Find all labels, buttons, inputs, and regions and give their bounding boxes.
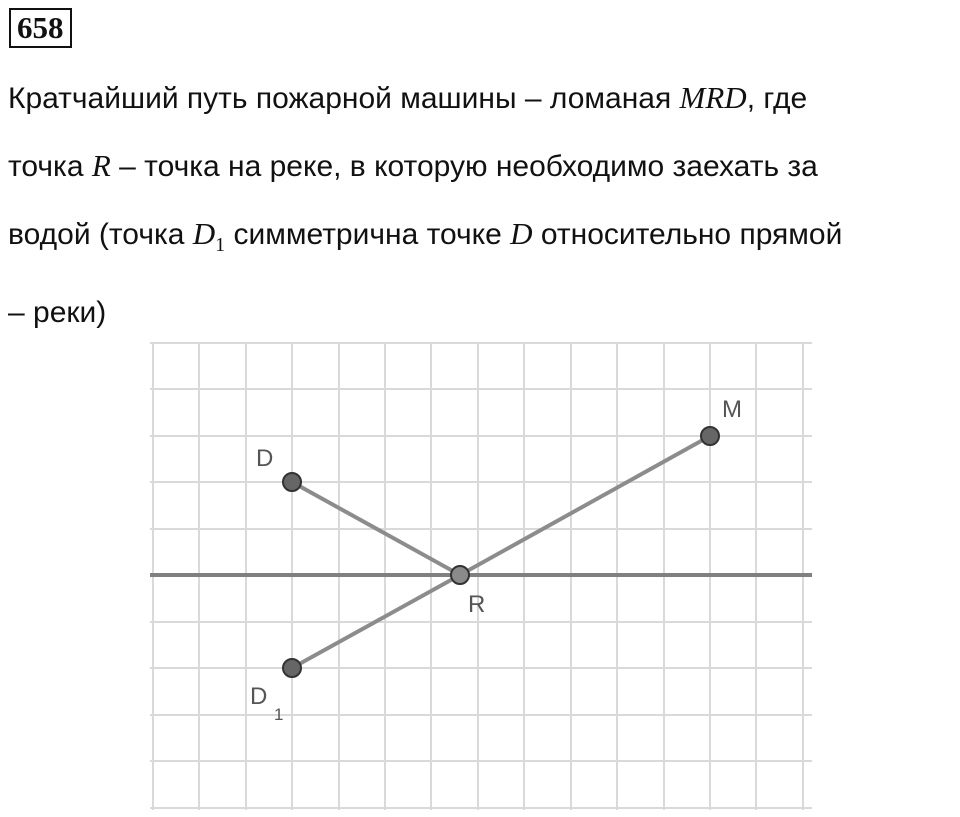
text-fragment: точка: [8, 150, 92, 183]
point-r: [451, 566, 469, 584]
math-r: R: [91, 148, 111, 183]
label-d1: D: [250, 683, 268, 710]
point-m: [701, 427, 719, 445]
text-fragment: , где: [746, 82, 808, 115]
text-fragment: – реки): [8, 296, 107, 330]
point-d: [283, 473, 301, 491]
label-d1-subscript: 1: [274, 705, 284, 724]
text-fragment: относительно прямой: [532, 218, 843, 251]
math-mrd: MRD: [679, 80, 747, 115]
text-fragment: водой (точка: [8, 218, 193, 251]
math-d1-letter: D: [192, 216, 216, 251]
math-d: D: [510, 216, 533, 251]
label-r: R: [468, 591, 486, 618]
label-d: D: [256, 445, 274, 472]
text-fragment: Кратчайший путь пожарной машины – ломаная: [8, 82, 680, 115]
label-m: M: [722, 396, 742, 423]
text-fragment: – точка на реке, в которую необходимо заехать за: [110, 150, 818, 183]
text-fragment: симметрична точке: [225, 218, 511, 251]
problem-number: 658: [9, 8, 72, 48]
point-d1: [283, 659, 301, 677]
math-d1-subscript: 1: [215, 234, 226, 257]
segment-r-m: [460, 436, 710, 575]
